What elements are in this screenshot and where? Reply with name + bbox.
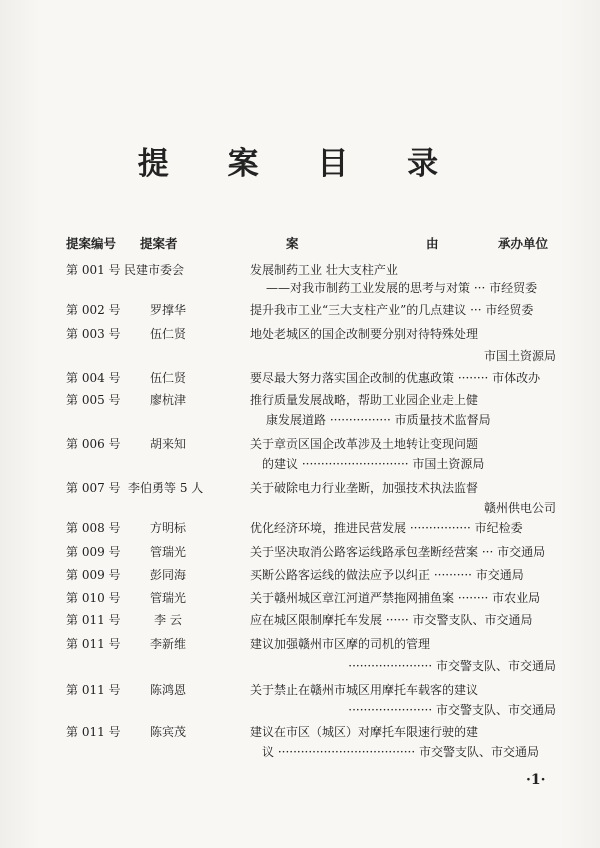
row-number: 第 006 号 [66,437,121,451]
header-unit: 承办单位 [498,236,549,251]
row-proposer: 民建市委会 [124,263,185,277]
row-proposer: 李新维 [149,637,186,651]
row-number: 第 001 号 [66,263,121,277]
row-unit: 赣州供电公司 [483,501,556,515]
row-proposer: 伍仁贤 [149,327,186,341]
header-case-1: 案 [286,236,299,251]
row-number: 第 011 号 [66,613,121,627]
row-case-line2: 康发展道路 ················ 市质量技术监督局 [266,413,491,427]
row-case: 优化经济环境，推进民营发展 ················ 市纪检委 [250,521,523,535]
row-proposer: 管瑞光 [149,591,186,605]
row-number: 第 011 号 [66,683,121,697]
row-number: 第 009 号 [66,545,121,559]
header-proposer: 提案者 [140,236,178,251]
row-number: 第 007 号 [66,481,121,495]
row-proposer: 李伯勇等 5 人 [128,481,204,495]
row-case: 地处老城区的国企改制要分别对待特殊处理 [250,327,479,341]
row-number: 第 009 号 [66,568,121,582]
row-proposer: 胡来知 [149,437,186,451]
header-case-2: 由 [426,236,439,251]
row-case: 关于章贡区国企改革涉及土地转让变现问题 [250,437,479,451]
row-number: 第 011 号 [66,637,121,651]
row-proposer: 方明标 [149,521,186,535]
row-unit: ······················ 市交警支队、市交通局 [348,659,556,673]
row-number: 第 010 号 [66,591,121,605]
row-proposer: 廖杭津 [149,393,186,407]
row-case: 建议加强赣州市区摩的司机的管理 [250,637,431,651]
row-case: 关于坚决取消公路客运线路承包垄断经营案 ··· 市交通局 [250,545,546,559]
row-proposer: 罗撑华 [149,303,186,317]
row-proposer: 伍仁贤 [149,371,186,385]
row-proposer: 李 云 [154,613,182,627]
row-proposer: 陈鸿恩 [149,683,186,697]
row-proposer: 管瑞光 [149,545,186,559]
header-number: 提案编号 [66,236,117,251]
row-case: 推行质量发展战略，帮助工业园企业走上健 [250,393,479,407]
row-number: 第 008 号 [66,521,121,535]
row-case: 关于禁止在赣州市城区用摩托车载客的建议 [250,683,479,697]
row-number: 第 002 号 [66,303,121,317]
row-case: 买断公路客运线的做法应予以纠正 ·········· 市交通局 [250,568,524,582]
row-case: 关于破除电力行业垄断，加强技术执法监督 [250,481,479,495]
row-case-line2: ——对我市制药工业发展的思考与对策 ··· 市经贸委 [266,281,538,295]
row-number: 第 011 号 [66,725,121,739]
row-unit: ······················ 市交警支队、市交通局 [348,703,556,717]
row-case: 发展制药工业 壮大支柱产业 [250,263,398,277]
row-proposer: 陈宾茂 [149,725,186,739]
row-case: 提升我市工业“三大支柱产业”的几点建议 ··· 市经贸委 [250,303,534,317]
row-case: 要尽最大努力落实国企改制的优惠政策 ········ 市体改办 [250,371,541,385]
row-number: 第 003 号 [66,327,121,341]
row-number: 第 005 号 [66,393,121,407]
page-title: 提 案 目 录 [137,146,463,182]
row-proposer: 彭同海 [149,568,186,582]
page-number: ·1· [526,772,546,788]
row-number: 第 004 号 [66,371,121,385]
row-case-line2: 的建议 ···························· 市国土资源局 [262,457,485,471]
row-case: 关于赣州城区章江河道严禁拖网捕鱼案 ········ 市农业局 [250,591,541,605]
row-case: 建议在市区（城区）对摩托车限速行驶的建 [250,725,479,739]
row-case: 应在城区限制摩托车发展 ······ 市交警支队、市交通局 [250,613,533,627]
row-case-line2: 议 ···································· 市交警支队、市交通局 [262,745,539,759]
row-unit: 市国土资源局 [483,349,556,363]
